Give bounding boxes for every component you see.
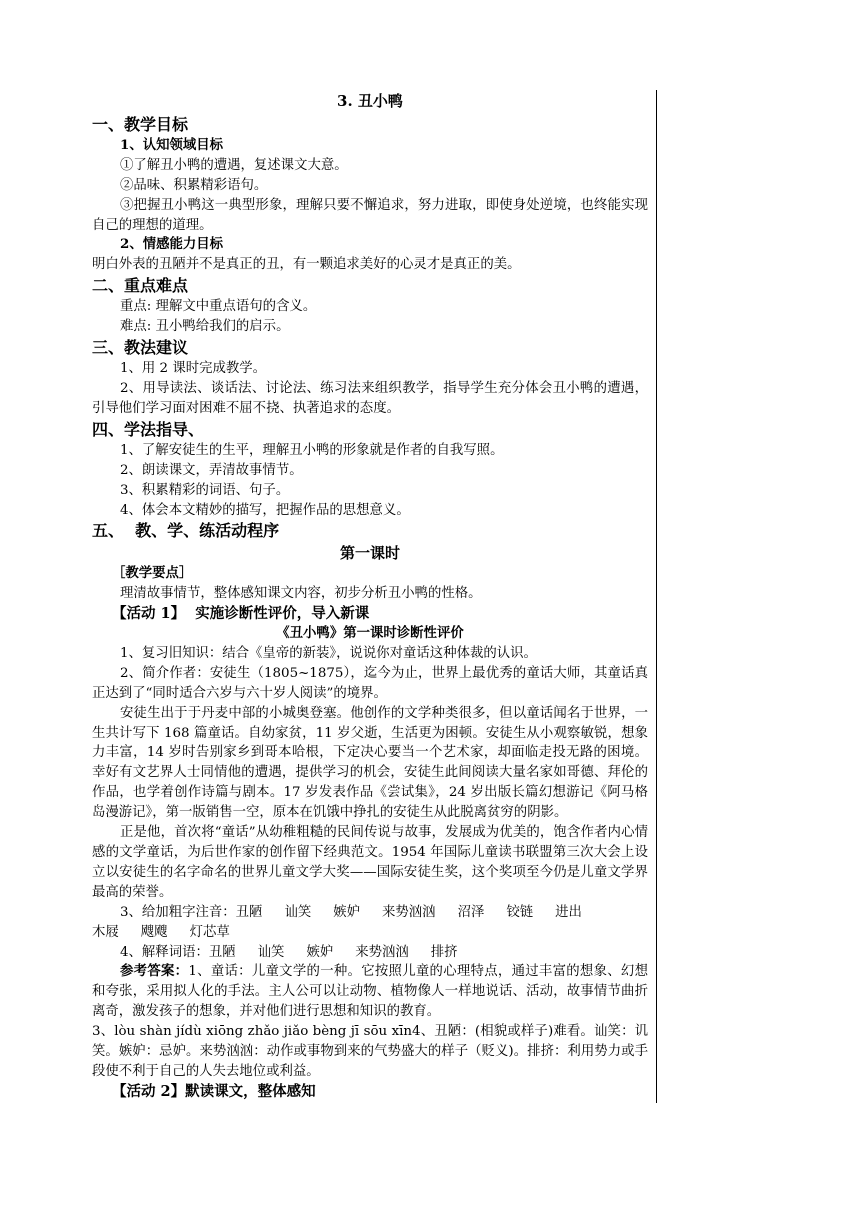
answer-label: 参考答案： xyxy=(120,963,189,980)
author-bio-2: 正是他，首次将“童话”从幼稚粗糙的民间传说与故事，发展成为优美的，饱含作者内心情感的文学童话，为后世作家的创作留下经典范文。1954 年国际儿童读书联盟第三次大会上设立以安徒生的名字命名的世界儿童文学大奖——国际安徒生奖，这个奖项至今仍是儿童文学界最高的荣誉。 xyxy=(92,825,648,900)
section-heading-4: 四、学法指导、 xyxy=(92,419,205,439)
word: 铰链 xyxy=(506,904,534,920)
method-item: 1、用 2 课时完成教学。 xyxy=(120,361,267,377)
section-heading-5: 五、 教、学、练活动程序 xyxy=(92,521,280,541)
subheading-cognitive: 1、认知领域目标 xyxy=(120,136,224,153)
goal-item: ③把握丑小鸭这一典型形象，理解只要不懈追求，努力进取，即使身处逆境，也终能实现自己的理想的道理。 xyxy=(92,197,648,233)
question-3-label: 3、给加粗字注音： xyxy=(120,904,236,920)
word: 排挤 xyxy=(430,944,458,960)
word: 嫉妒 xyxy=(333,904,360,920)
word: 灯芯草 xyxy=(189,924,230,940)
study-item: 1、了解安徒生的生平，理解丑小鸭的形象就是作者的自我写照。 xyxy=(120,442,504,458)
study-item: 2、朗读课文，弄清故事情节。 xyxy=(120,462,303,478)
section-heading-1: 一、教学目标 xyxy=(92,114,189,134)
emotional-goal-text: 明白外表的丑陋并不是真正的丑，有一颗追求美好的心灵才是真正的美。 xyxy=(92,257,521,273)
word: 讪笑 xyxy=(284,904,312,920)
word: 木屐 xyxy=(92,924,119,940)
answer-text: 1、童话：儿童文学的一种。它按照儿童的心理特点，通过丰富的想象、幻想和夸张，采用拟人化的手法。主人公可以让动物、植物像人一样地说话、活动，故事情节曲折离奇，激发孩子的想象，并对他们进行思想和知识的教育。 xyxy=(92,964,648,1020)
study-item: 3、积累精彩的词语、句子。 xyxy=(120,482,290,498)
author-bio-1: 安徒生出于于丹麦中部的小城奥登塞。他创作的文学种类很多，但以童话闻名于世界，一生共计写下 168 篇童话。自幼家贫，11 岁父逝，生活更为困顿。安徒生从小观察敏锐，想象力丰富，14 岁时告别家乡到哥本哈根，下定决心要当一个艺术家，却面临走投无路的困境。幸好有文艺界人士同情他的遭遇，提供学习的机会，安徒生此间阅读大量名家如哥德、拜伦的作品，也学着创作诗篇与剧本。17 岁发表作品《尝试集》，24 岁出版长篇幻想游记《阿马格岛漫游记》，第一版销售一空，原本在饥饿中挣扎的安徒生从此脱离贫穷的阴影。 xyxy=(92,705,648,821)
word: 丑陋 xyxy=(208,944,236,960)
activity-1-label: 【活动 1】 实施诊断性评价，导入新课 xyxy=(112,605,370,623)
answer-block xyxy=(92,962,648,1022)
study-item: 4、体会本文精妙的描写，把握作品的思想意义。 xyxy=(120,502,410,518)
page-title: 3. 丑小鸭 xyxy=(337,92,403,110)
subheading-emotional: 2、情感能力目标 xyxy=(120,236,224,253)
method-item: 2、用导读法、谈话法、讨论法、练习法来组织教学，指导学生充分体会丑小鸭的遭遇，引导他们学习面对困难不屈不挠、执著追求的态度。 xyxy=(92,380,648,416)
word: 丑陋 xyxy=(235,904,263,920)
word: 讪笑 xyxy=(257,944,285,960)
word: 来势汹汹 xyxy=(355,944,409,960)
word: 来势汹汹 xyxy=(382,904,436,920)
question-3 xyxy=(92,903,648,923)
word: 嫉妒 xyxy=(306,944,334,960)
section-heading-3: 三、教法建议 xyxy=(92,338,189,358)
question-3-continued xyxy=(92,923,648,943)
key-point-item: 难点: 丑小鸭给我们的启示。 xyxy=(120,319,290,335)
key-point-item: 重点: 理解文中重点语句的含义。 xyxy=(120,299,317,315)
word: 飕飕 xyxy=(140,924,168,940)
activity-2-label: 【活动 2】默读课文，整体感知 xyxy=(112,1082,316,1100)
question-2: 2、简介作者：安徒生（1805~1875），迄今为止，世界上最优秀的童话大师，其童话真正达到了“同时适合六岁与六十岁人阅读”的境界。 xyxy=(92,665,648,701)
activity-1-subtitle: 《丑小鸭》第一课时诊断性评价 xyxy=(276,625,464,642)
section-heading-2: 二、重点难点 xyxy=(92,276,189,296)
question-4 xyxy=(92,943,648,963)
word: 进出 xyxy=(555,904,582,920)
goal-item: ①了解丑小鸭的遭遇，复述课文大意。 xyxy=(120,157,348,173)
question-4-label: 4、解释词语： xyxy=(120,944,209,960)
question-1: 1、复习旧知识：结合《皇帝的新装》，说说你对童话这种体裁的认识。 xyxy=(120,645,537,661)
column-divider xyxy=(656,90,657,1103)
key-points-label: ［教学要点］ xyxy=(112,565,193,582)
document-body xyxy=(92,92,648,1102)
key-points-text: 理清故事情节，整体感知课文内容，初步分析丑小鸭的性格。 xyxy=(120,586,482,602)
lesson-title: 第一课时 xyxy=(339,544,400,563)
word: 沼泽 xyxy=(457,904,485,920)
pinyin-answers: 3、lòu shàn jídù xiōng zhǎo jiǎo bèng jī sōu xīn4、丑陋：(相貌或样子)难看。讪笑：讥笑。嫉妒：忌妒。来势汹汹：动作或事物到来的气势盛大的样子（贬义)。排挤：利用势力或手段使不利于自己的人失去地位或利益。 xyxy=(92,1024,648,1079)
goal-item: ②品味、积累精彩语句。 xyxy=(120,177,268,193)
